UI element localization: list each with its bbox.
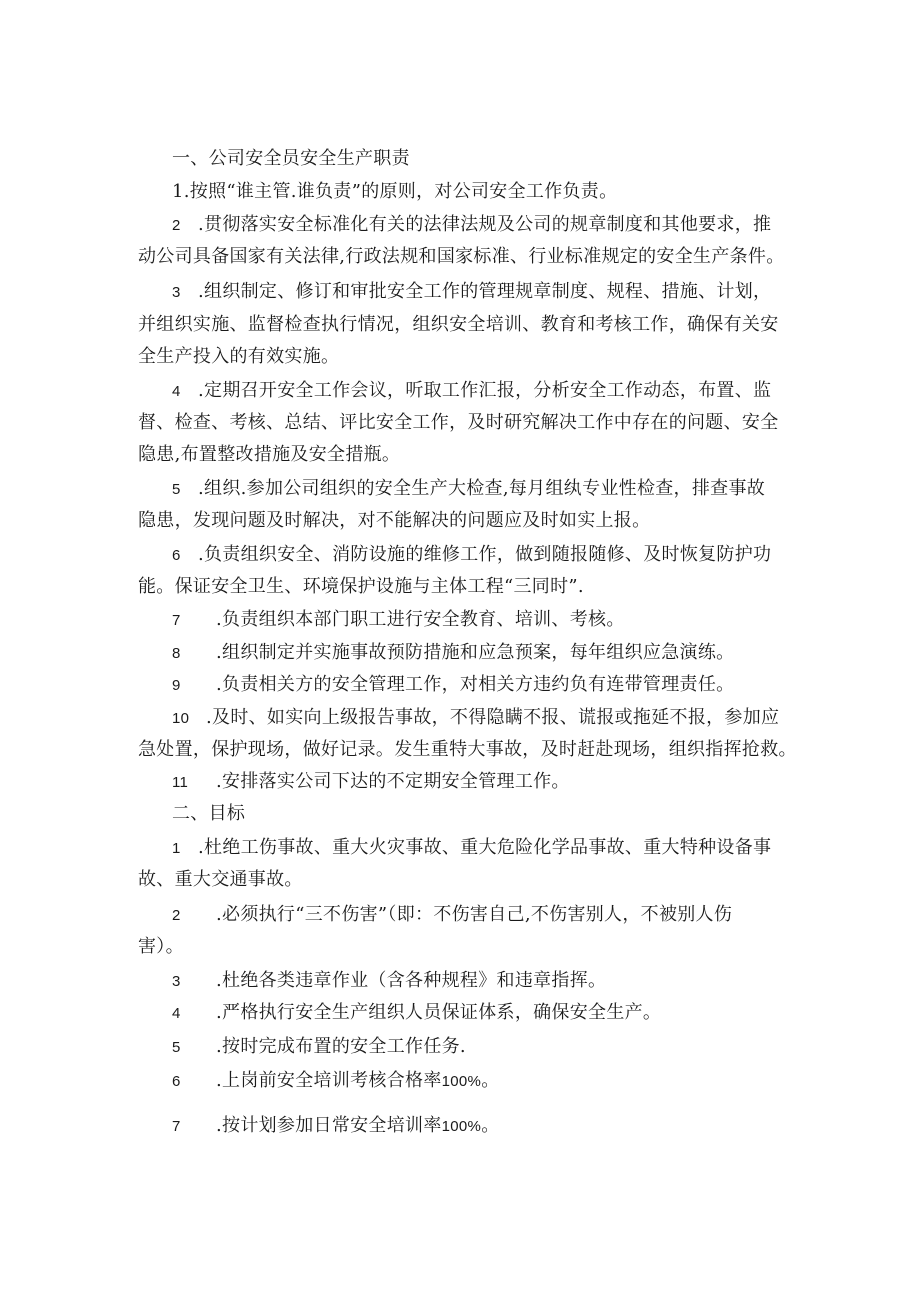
section-heading-goals: 二、目标	[172, 803, 246, 824]
percentage-value: 100%	[441, 1073, 482, 1090]
item-number: 3	[172, 284, 181, 301]
item-number: 7	[172, 1118, 181, 1135]
duty-item-6-line-2: 能。保证安全卫生、环境保护设施与主体工程“三同时”.	[138, 576, 584, 597]
item-number: 4	[172, 1005, 181, 1022]
duty-item-10-line-2: 急处置，保护现场，做好记录。发生重特大事故，及时赶赴现场，组织指挥抢救。	[138, 739, 797, 760]
item-text: .按时完成布置的安全工作任务.	[216, 1036, 466, 1057]
item-text: .贯彻落实安全标准化有关的法律法规及公司的规章制度和其他要求，推	[198, 214, 772, 235]
item-text: .组织制定、修订和审批安全工作的管理规章制度、规程、措施、计划，	[198, 281, 772, 302]
item-text: .负责组织安全、消防设施的维修工作，做到随报随修、及时恢复防护功	[198, 544, 772, 565]
duty-item-10-line-1	[172, 706, 779, 731]
item-text: .严格执行安全生产组织人员保证体系，确保安全生产。	[216, 1002, 662, 1023]
item-text: .及时、如实向上级报告事故，不得隐瞒不报、谎报或拖延不报，参加应	[206, 707, 780, 728]
item-end-punct: 。	[481, 1070, 500, 1091]
duty-item-6-line-1	[172, 543, 771, 568]
duty-item-3-line-1	[172, 280, 771, 305]
goal-item-6	[172, 1069, 500, 1094]
item-number: 7	[172, 612, 181, 629]
duty-item-3-line-3: 全生产投入的有效实施。	[138, 346, 340, 367]
item-number: 5	[172, 481, 181, 498]
goal-item-1-line-2: 故、重大交通事故。	[138, 869, 303, 890]
duty-item-2-line-1	[172, 213, 771, 238]
item-number: 3	[172, 973, 181, 990]
item-number: 11	[172, 774, 189, 791]
duty-item-2-line-2: 动公司具备国家有关法律,行政法规和国家标准、行业标准规定的安全生产条件。	[138, 246, 785, 267]
duty-item-5-line-1	[172, 477, 765, 502]
goal-item-2-line-1	[172, 903, 732, 928]
percentage-value: 100%	[441, 1118, 482, 1135]
duty-item-4-line-2: 督、检查、考核、总结、评比安全工作，及时研究解决工作中存在的问题、安全	[138, 412, 779, 433]
duty-item-8	[172, 641, 734, 666]
item-number: 1	[172, 840, 181, 857]
item-text: .安排落实公司下达的不定期安全管理工作。	[216, 771, 570, 792]
item-number: 4	[172, 383, 181, 400]
duty-item-9	[172, 673, 734, 698]
goal-item-3	[172, 969, 606, 994]
item-text: .杜绝各类违章作业（含各种规程》和违章指挥。	[216, 970, 607, 991]
item-number: 2	[172, 217, 181, 234]
duty-item-11	[172, 770, 570, 795]
item-text: .按计划参加日常安全培训率	[216, 1115, 442, 1136]
item-number: 8	[172, 645, 181, 662]
duty-item-5-line-2: 隐患，发现问题及时解决，对不能解决的问题应及时如实上报。	[138, 510, 651, 531]
duty-item-4-line-1	[172, 379, 771, 404]
item-number: 10	[172, 710, 190, 727]
item-number: 9	[172, 677, 181, 694]
item-text: .组织制定并实施事故预防措施和应急预案，每年组织应急演练。	[216, 642, 735, 663]
item-text: .组织.参加公司组织的安全生产大检查,每月组纨专业性检查，排查事故	[198, 478, 766, 499]
item-number: 5	[172, 1039, 181, 1056]
item-text: .必须执行“三不伤害”（即：不伤害自己,不伤害别人，不被别人伤	[216, 904, 733, 925]
item-text: .负责相关方的安全管理工作，对相关方违约负有连带管理责任。	[216, 674, 735, 695]
section-heading-duties: 一、公司安全员安全生产职责	[172, 148, 410, 169]
item-text: .定期召开安全工作会议，听取工作汇报，分析安全工作动态，布置、监	[198, 380, 772, 401]
item-number: 6	[172, 547, 181, 564]
item-text: .负责组织本部门职工进行安全教育、培训、考核。	[216, 609, 625, 630]
goal-item-2-line-2: 害）。	[138, 936, 184, 957]
item-text: .上岗前安全培训考核合格率	[216, 1070, 442, 1091]
duty-item-1: 1.按照“谁主管.谁负责”的原则，对公司安全工作负责。	[172, 181, 618, 202]
item-number: 2	[172, 907, 181, 924]
goal-item-4	[172, 1001, 661, 1026]
item-number: 6	[172, 1073, 181, 1090]
item-text: .杜绝工伤事故、重大火灾事故、重大危险化学品事故、重大特种设备事	[198, 837, 772, 858]
goal-item-1-line-1	[172, 836, 771, 861]
duty-item-4-line-3: 隐患,布置整改措施及安全措瓶。	[138, 444, 401, 465]
duty-item-3-line-2: 并组织实施、监督检查执行情况，组织安全培训、教育和考核工作，确保有关安	[138, 314, 779, 335]
duty-item-7	[172, 608, 625, 633]
goal-item-5	[172, 1035, 466, 1060]
goal-item-7	[172, 1114, 500, 1139]
item-end-punct: 。	[481, 1115, 500, 1136]
